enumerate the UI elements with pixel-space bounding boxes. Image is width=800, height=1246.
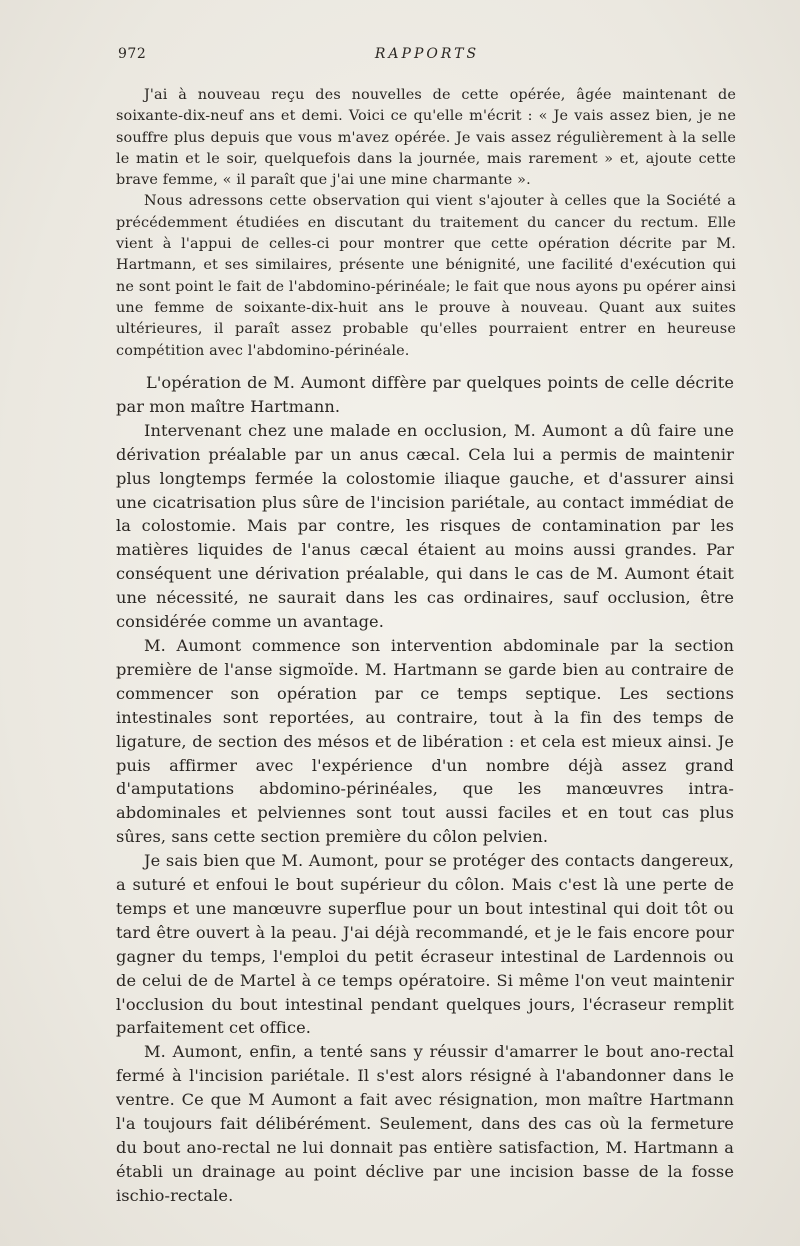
paragraph: M. Aumont, enfin, a tenté sans y réussir d'amarrer le bout ano-rectal fermé à l'incision pariétale. Il s'est alors résigné à l'abandonner dans le ventre. Ce que M Aumont a fait avec résignation, mon maître Hartmann l'a toujours fait délibérément. Seulement, dans des cas où la fermeture du bout ano-rectal ne lui donnait pas entière satisfaction, M. Hartmann a établi un drainage au point déclive par une incision basse de la fosse ischio-rectale. (116, 1042, 734, 1205)
running-head: RAPPORTS (374, 46, 480, 62)
paragraph: Je sais bien que M. Aumont, pour se protéger des contacts dangereux, a suturé et enfoui le bout supérieur du côlon. Mais c'est là une perte de temps et une manœuvre superflue pour un bout intestinal qui doit tôt ou tard être ouvert à la peau. J'ai déjà recommandé, et je le fais encore pour gagner du temps, l'emploi du petit écraseur intestinal de Lardennois ou de celui de de Martel à ce temps opératoire. Si même l'on veut maintenir l'occlusion du bout intestinal pendant quelques jours, l'écraseur remplit parfaitement cet office. (116, 851, 734, 1038)
paragraph: Nous adressons cette observation qui vient s'ajouter à celles que la Société a précédemment étudiées en discutant du traitement du cancer du rectum. Elle vient à l'appui de celles-ci pour montrer que cette opération décrite par M. Hartmann, et ses similaires, présente une bénignité, une facilité d'exécution qui ne sont point le fait de l'abdomino-périnéale; le fait que nous ayons pu opérer ainsi une femme de soixante-dix-huit ans le prouve à nouveau. Quant aux suites ultérieures, il paraît assez probable qu'elles pourraient entrer en heureuse compétition avec l'abdomino-périnéale. (116, 193, 736, 359)
paragraph: M. Aumont commence son intervention abdominale par la section première de l'anse sigmoïde. M. Hartmann se garde bien au contraire de commencer son opération par ce temps septique. Les sections intestinales sont reportées, au contraire, tout à la fin des temps de ligature, de section des mésos et de libération : et cela est mieux ainsi. Je puis affirmer avec l'expérience d'un nombre déjà assez grand d'amputations abdomino-périnéales, que les manœuvres intra-abdominales et pelviennes sont tout aussi faciles et en tout cas plus sûres, sans cette section première du côlon pelvien. (116, 635, 734, 847)
small-print-section (116, 85, 736, 362)
paragraph: L'opération de M. Aumont diffère par quelques points de celle décrite par mon maître Hartmann. (116, 373, 734, 416)
main-text-section (116, 371, 734, 1208)
page-number: 972 (118, 46, 147, 62)
page-header (118, 46, 736, 66)
paragraph: Intervenant chez une malade en occlusion, M. Aumont a dû faire une dérivation préalable par un anus cæcal. Cela lui a permis de maintenir plus longtemps fermée la colostomie iliaque gauche, et d'assurer ainsi une cicatrisation plus sûre de l'incision pariétale, au contact immédiat de la colostomie. Mais par contre, les risques de contamination par les matières liquides de l'anus cæcal étaient au moins aussi grandes. Par conséquent une dérivation préalable, qui dans le cas de M. Aumont était une nécessité, ne saurait dans les cas ordinaires, sauf occlusion, être considérée comme un avantage. (116, 420, 734, 632)
paragraph: J'ai à nouveau reçu des nouvelles de cette opérée, âgée maintenant de soixante-dix-neuf ans et demi. Voici ce qu'elle m'écrit : « Je vais assez bien, je ne souffre plus depuis que vous m'avez opérée. Je vais assez régulièrement à la selle le matin et le soir, quelquefois dans la journée, mais rarement » et, ajoute cette brave femme, « il paraît que j'ai une mine charmante ». (116, 87, 736, 189)
